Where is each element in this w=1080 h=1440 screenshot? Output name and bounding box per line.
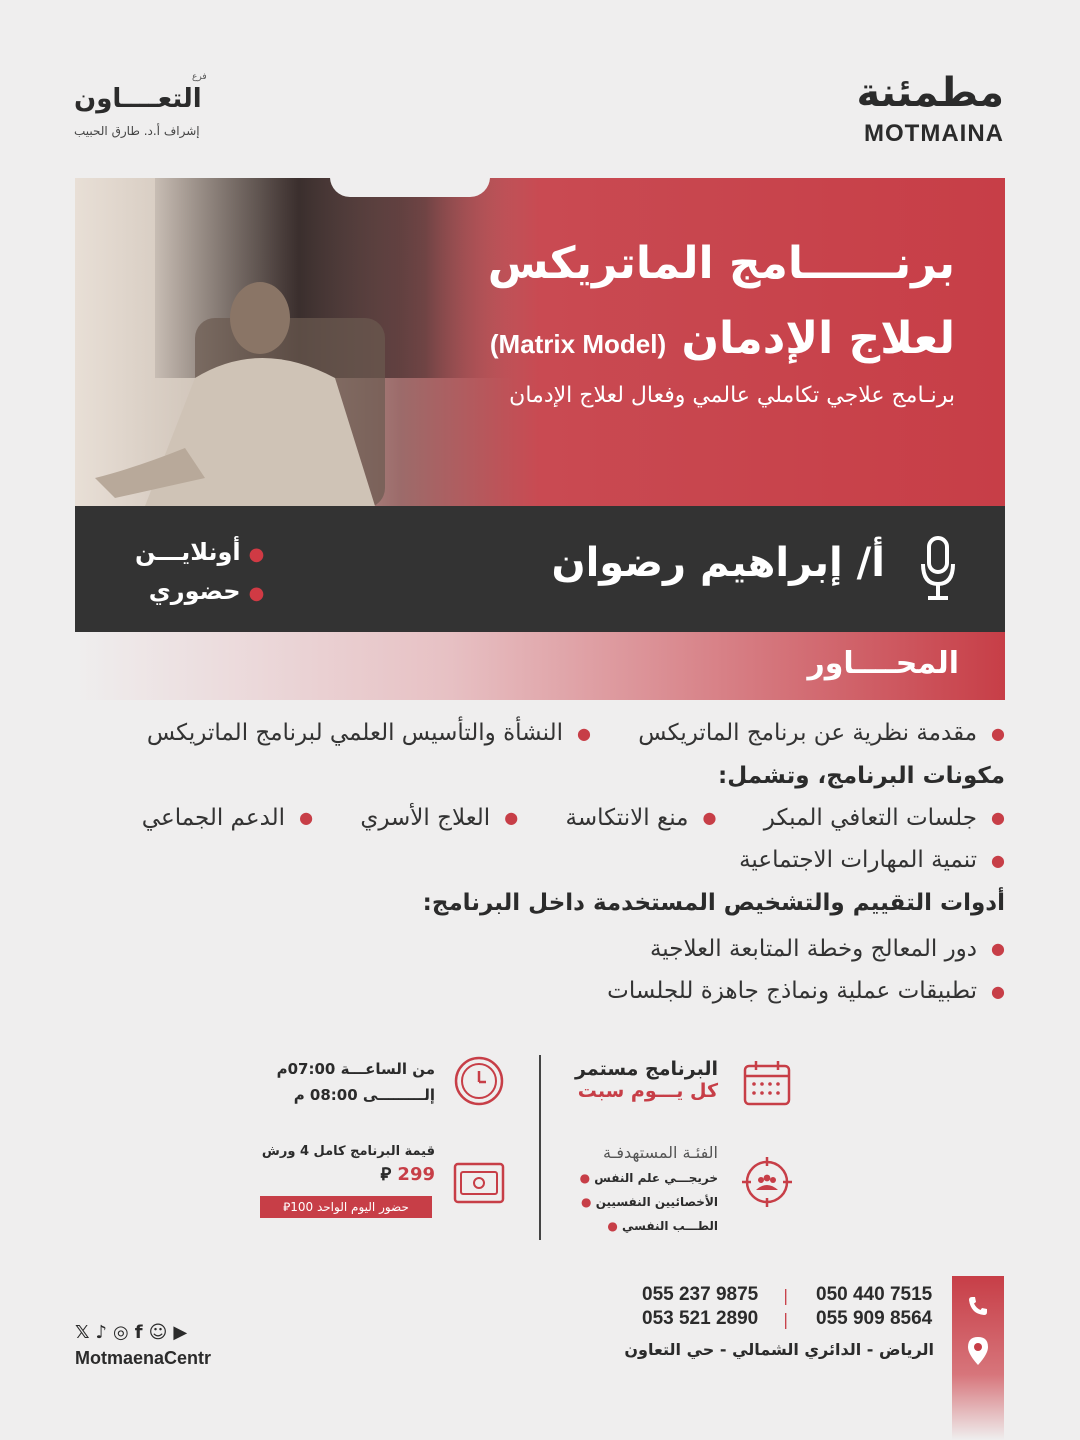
list-item: ●جلسات التعافي المبكر xyxy=(763,804,1005,831)
bullet-icon: ● xyxy=(991,808,1005,827)
hero-notch xyxy=(330,178,490,197)
bullet-icon: ● xyxy=(299,808,314,827)
hero-banner xyxy=(75,178,1005,506)
bullet-icon: ● xyxy=(248,583,265,604)
session-time xyxy=(277,1056,435,1108)
audience-item: الأخصائيين النفسيين ● xyxy=(581,1195,718,1209)
speaker-bar xyxy=(75,506,1005,632)
brand-name-arabic: مطمئنة xyxy=(856,70,1004,116)
social-handle[interactable]: MotmaenaCentr xyxy=(75,1348,212,1368)
program-subtitle: برنـامج علاجي تكاملي عالمي وفعال لعلاج الإدمان xyxy=(509,383,955,408)
bullet-icon: ● xyxy=(991,981,1005,1001)
list-item: ●الدعم الجماعي xyxy=(141,804,314,831)
axes-title: المحــــاور xyxy=(807,646,959,681)
axes-header xyxy=(75,632,1005,700)
list-item: ●دور المعالج وخطة المتابعة العلاجية xyxy=(649,935,1005,962)
phone-number[interactable]: 055 237 9875 xyxy=(642,1284,759,1305)
youtube-icon[interactable]: ▶ xyxy=(173,1322,188,1343)
program-title-arabic: لعلاج الإدمان xyxy=(681,313,955,364)
branch-supervisor: إشراف أ.د. طارق الحبيب xyxy=(74,124,200,138)
x-icon[interactable]: 𝕏 xyxy=(75,1322,90,1343)
branch-label: فرع xyxy=(192,72,207,82)
bullet-icon: ● xyxy=(991,939,1005,958)
brand-name-english: MOTMAINA xyxy=(864,120,1004,147)
axes-content xyxy=(75,712,1005,1013)
phone-separator: | xyxy=(783,1310,789,1329)
speaker-name: أ/ إبراهيم رضوان xyxy=(551,540,885,586)
branch-name: التعــــاون xyxy=(74,84,202,114)
program-title-line1: برنــــــامج الماتريكس xyxy=(487,238,955,289)
tools-row xyxy=(75,970,1005,1013)
components-heading: مكونات البرنامج، وتشمل: xyxy=(718,762,1005,789)
location-pin-icon xyxy=(967,1336,989,1366)
facebook-icon[interactable]: f xyxy=(134,1322,143,1343)
money-icon xyxy=(453,1162,505,1204)
bullet-icon: ● xyxy=(504,808,519,827)
program-schedule xyxy=(575,1058,718,1102)
info-divider xyxy=(539,1055,541,1240)
list-item: ●العلاج الأسري xyxy=(360,804,519,831)
day-price-badge: حضور اليوم الواحد 100⃁ xyxy=(260,1196,432,1218)
price-value-row xyxy=(262,1162,435,1188)
bullet-icon: ● xyxy=(991,723,1005,743)
time-to: إلـــــــــى 08:00 م xyxy=(293,1086,435,1104)
mode-in-person: ●حضوري xyxy=(148,577,265,605)
microphone-icon xyxy=(919,536,957,602)
instagram-icon[interactable]: ◎ xyxy=(113,1322,129,1343)
tools-row xyxy=(75,928,1005,971)
price-label: قيمة البرنامج كامل 4 ورش xyxy=(261,1144,435,1159)
snapchat-icon[interactable]: ☺ xyxy=(148,1322,168,1343)
bullet-icon: ● xyxy=(702,808,717,827)
price-block xyxy=(262,1142,435,1188)
clock-icon xyxy=(453,1055,505,1107)
program-title-english: (Matrix Model) xyxy=(489,329,667,359)
calendar-icon xyxy=(742,1058,792,1108)
reclining-man-illustration xyxy=(75,178,545,506)
bullet-icon: ● xyxy=(577,723,591,743)
list-item: ●تطبيقات عملية ونماذج جاهزة للجلسات xyxy=(607,978,1005,1004)
branch-block xyxy=(74,72,224,142)
phone-icon xyxy=(966,1294,990,1318)
list-item: ●منع الانتكاسة xyxy=(565,804,717,831)
list-item: ●النشأة والتأسيس العلمي لبرنامج الماتريكس xyxy=(146,720,591,746)
intro-row xyxy=(75,712,1005,755)
address: الرياض - الدائري الشمالي - حي التعاون xyxy=(624,1340,934,1359)
audience-item: خريجـــي علم النفس ● xyxy=(579,1171,718,1185)
list-item: ●تنمية المهارات الاجتماعية xyxy=(739,847,1005,873)
list-item: ●مقدمة نظرية عن برنامج الماتريكس xyxy=(638,720,1005,746)
program-ongoing: البرنامج مستمر xyxy=(575,1058,718,1080)
time-from: من الساعـــة 07:00م xyxy=(276,1060,435,1078)
program-day: كل يـــوم سبت xyxy=(577,1080,718,1102)
mode-online: ●أونلايـــن xyxy=(135,538,265,566)
bullet-icon: ● xyxy=(581,1195,592,1209)
bullet-icon: ● xyxy=(248,544,265,565)
components-row xyxy=(75,839,1005,882)
phone-number[interactable]: 053 521 2890 xyxy=(642,1308,759,1329)
target-audience xyxy=(580,1140,718,1238)
tools-heading: أدوات التقييم والتشخيص المستخدمة داخل البرنامج: xyxy=(422,889,1005,916)
tiktok-icon[interactable]: ♪ xyxy=(95,1322,108,1343)
bullet-icon: ● xyxy=(991,850,1005,870)
price-value: 299 xyxy=(397,1164,435,1185)
phone-number[interactable]: 055 909 8564 xyxy=(816,1308,933,1329)
phone-number[interactable]: 050 440 7515 xyxy=(816,1284,933,1305)
audience-item: الطـــب النفسي ● xyxy=(607,1219,718,1233)
program-title-line2 xyxy=(490,313,955,364)
bullet-icon: ● xyxy=(607,1219,618,1233)
social-icons xyxy=(75,1322,187,1343)
components-row xyxy=(75,797,1005,840)
contact-strip xyxy=(952,1276,1004,1440)
currency-icon: ⃁ xyxy=(380,1164,392,1185)
audience-title: الفئـة المستهدفـة xyxy=(603,1143,718,1162)
target-audience-icon xyxy=(741,1156,793,1208)
phone-separator: | xyxy=(783,1286,789,1305)
attendance-modes xyxy=(135,534,264,612)
bullet-icon: ● xyxy=(579,1171,591,1185)
